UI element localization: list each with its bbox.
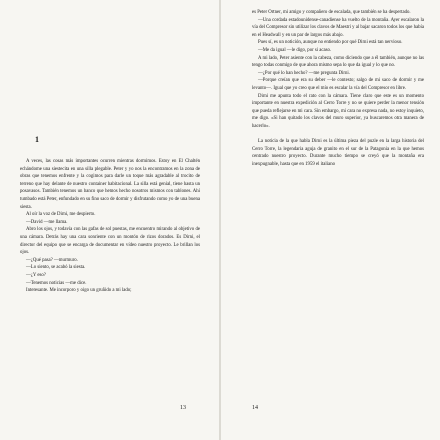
paragraph: —Una cordada estadounidense-canadiense ha vuelto de la montaña. Ayer escalaron la vía del Compresor sin utilizar los clavos de Maestri y al bajar sacaron todos los que había en el Headwall y en un par de largos más abajo. [252,17,424,38]
page-number: 14 [252,405,258,411]
paragraph: Pues sí, es un notición, aunque no entiendo por qué Dirni está tan nervioso. [258,40,403,46]
paragraph: —Tenemos noticias —me dice. [26,280,87,286]
paragraph: es Peter Ortner, mi amigo y compañero de escalada, que también se ha despertado. [252,10,411,15]
paragraph: Al oír la voz de Dirni, me despierto. [26,212,96,218]
paragraph: —Porque creían que era su deber —le contesto; salgo de mi saco de dormir y me levanto—. Igual que yo creo que el mío es escalar la vía del Compresor en libre. [252,78,424,91]
paragraph: —Lo siento, se acabó la siesta. [26,265,86,271]
paragraph: —¿Por qué lo han hecho? —me pregunta Dirni. [258,70,350,76]
paragraph: —David —me llama. [26,219,68,225]
paragraph: A mi lado, Peter asiente con la cabeza, como diciendo que a él también, aunque no las tengo todas conmigo de que ahora mismo sepa lo que da igual y lo que no. [252,55,424,69]
left-page [0,0,219,440]
page-number: 13 [180,405,186,411]
paragraph: —¿Qué pasa? —murmuro. [26,257,78,263]
left-page-text [20,158,200,295]
right-page-text [252,9,424,168]
chapter-number: 1 [35,135,39,144]
paragraph: La noticia de la que habla Dirni es la última pieza del puzle en la larga historia del Cerro Torre, la legendaria aguja de granito en el sur de la Patagonia en la que hemos centrado nuestro proyecto. Durante mucho tiempo se creyó que la montaña era inexpugnable, hasta que en 1959 el italiano [252,139,424,167]
right-page [221,0,440,440]
paragraph: A veces, las cosas más importantes ocurren mientras dormimos. Estoy en El Chaltén echándome una siestecita en una silla plegable. Peter y yo nos la encontramos en la zona de obras que tenemos enfrente y la cogimos para darle un toque más agradable al trocito de terreno que hay delante de nuestro container habitacional. La silla está genial, tiene hasta un posavasos. También tenemos un banco que hemos hecho nosotros mismos con tablones. Ahí tumbado está Peter, enfundado en su fino saco de dormir y disfrutando como yo de una buena siesta. [20,159,200,210]
paragraph: Dirni me apunta todo el rato con la cámara. Tiene claro que este es un momento importante en nuestra expedición al Cerro Torre y no se quiere perder la menor tensión que pueda reflejarse en mi cara. Sin embargo, mi cara no expresa nada, no estoy inquieto, me digo. «Si han quitado los clavos del muro superior, ya buscaremos otra manera de hacerlo». [252,93,424,129]
paragraph: —Me da igual —le digo, por si acaso. [258,47,332,53]
paragraph: Interesante. Me incorporo y oigo un gruñido a mi lado; [26,288,132,294]
paragraph: —¿Y eso? [26,272,46,278]
paragraph: Abro los ojos, y todavía con las gafas de sol puestas, me encuentro mirando al objetivo de una cámara. Detrás hay una cara sonriente con un montón de rizos dorados. Es Dirni, el director del equipo que se encarga de documentar en vídeo nuestro proyecto. Le brillan los ojos. [20,227,200,256]
